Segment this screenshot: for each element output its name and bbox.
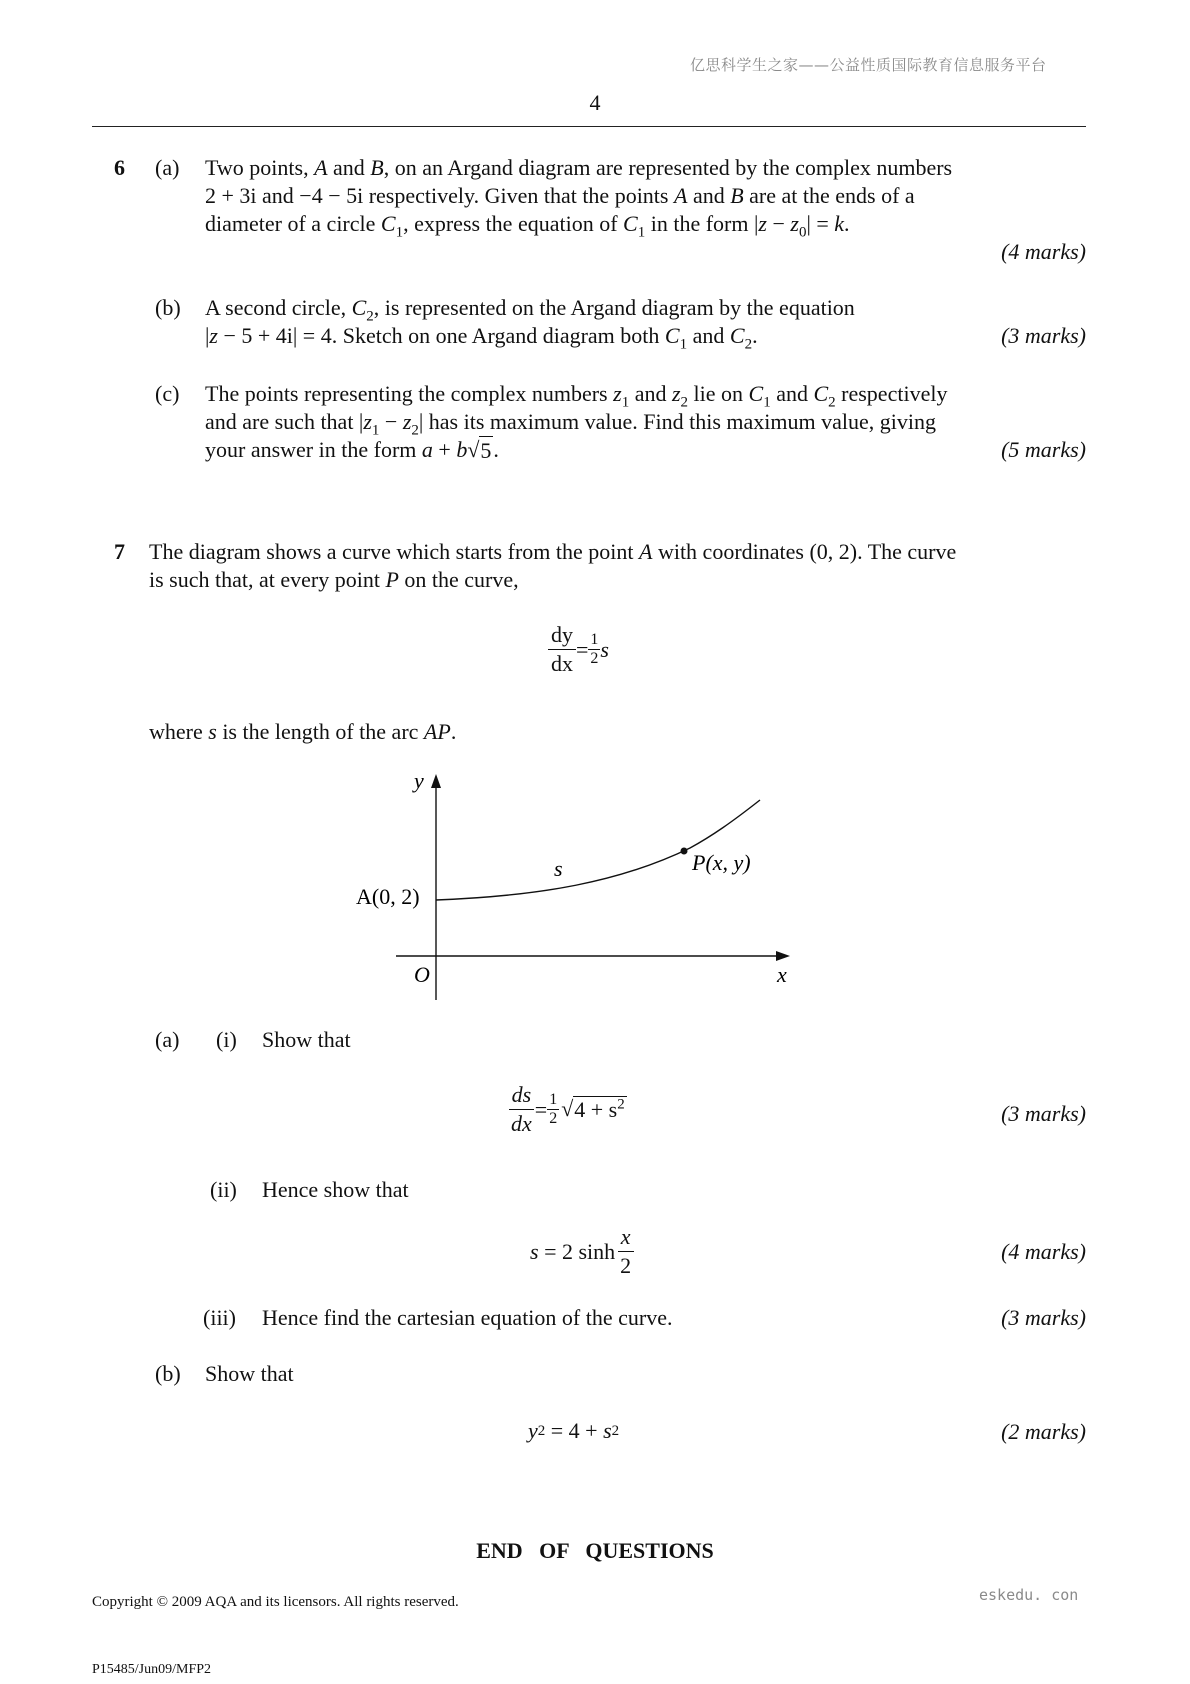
y-axis-arrow (431, 774, 441, 788)
curve-diagram (340, 760, 820, 1010)
q7aiii-text: Hence find the cartesian equation of the curve. (262, 1305, 673, 1330)
end-of-questions: END OF QUESTIONS (476, 1538, 714, 1563)
page-number: 4 (589, 90, 601, 115)
q6c-marks: (5 marks) (1001, 437, 1086, 462)
site-watermark: 亿思科学生之家——公益性质国际教育信息服务平台 (690, 56, 1047, 74)
q7ai-label: (i) (216, 1027, 237, 1052)
equation-y-squared: y 2 = 4 + s 2 (528, 1418, 620, 1443)
q7aii-text: Hence show that (262, 1177, 409, 1202)
q7-where-line: where s is the length of the arc AP. (149, 719, 457, 744)
q7b-text: Show that (205, 1361, 294, 1386)
point-p-label: P(x, y) (692, 850, 751, 875)
q7aii-marks: (4 marks) (1001, 1239, 1086, 1264)
eskedu-watermark: eskedu. con (979, 1586, 1079, 1604)
q7-line-1: The diagram shows a curve which starts from the point A with coordinates (0, 2). The curve (149, 539, 957, 564)
q6a-marks: (4 marks) (1001, 239, 1086, 264)
question-6-number: 6 (114, 155, 125, 180)
q6c-line-1: The points representing the complex numbers $z_1$ and $z_2$ lie on $C_1$ and $C_2$ respectively (205, 381, 948, 411)
copyright-notice: Copyright © 2009 AQA and its licensors. All rights reserved. (92, 1594, 459, 1610)
q7ai-text: Show that (262, 1027, 351, 1052)
question-7-number: 7 (114, 539, 125, 564)
q6b-line-1: A second circle, $C_2$, is represented on the Argand diagram by the equation (205, 295, 855, 325)
q7ai-marks: (3 marks) (1001, 1101, 1086, 1126)
q6b-line-2: |z − 5 + 4i| = 4. Sketch on one Argand diagram both $C_1$ and $C_2$. (205, 323, 758, 353)
equation-s-sinh: s = 2 sinh $\frac{x}{2}$ (530, 1226, 634, 1277)
arc-label: s (554, 856, 563, 881)
equation-ds-dx: $\frac{ds}{dx}$ = $\frac{1}{2}$ √ $4 + s^2$ (508, 1084, 627, 1135)
q6c-line-2: and are such that $|z_1 - z_2|$ has its maximum value. Find this maximum value, giving (205, 409, 936, 439)
x-axis-label: x (777, 962, 787, 987)
point-p (681, 848, 688, 855)
q6a-line-2: 2 + 3i and −4 − 5i respectively. Given that the points A and B are at the ends of a (205, 183, 915, 208)
sqrt-five: √ 5 (467, 437, 492, 463)
q6c-label: (c) (155, 381, 180, 406)
q7a-label: (a) (155, 1027, 180, 1052)
q6b-marks: (3 marks) (1001, 323, 1086, 348)
q7aiii-label: (iii) (203, 1305, 236, 1330)
q6a-label: (a) (155, 155, 180, 180)
q6a-line-1: Two points, A and B, on an Argand diagram are represented by the complex numbers (205, 155, 953, 180)
paper-reference: P15485/Jun09/MFP2 (92, 1662, 212, 1677)
q6c-line-3: your answer in the form a + b√ 5 . (205, 437, 499, 463)
x-axis-arrow (776, 951, 790, 961)
q6b-label: (b) (155, 295, 181, 320)
q6a-line-3: diameter of a circle $C_1$, express the equation of $C_1$ in the form $|z - z_0| = k$. (205, 211, 850, 241)
q7b-marks: (2 marks) (1001, 1419, 1086, 1444)
point-a-label: A(0, 2) (356, 884, 420, 909)
q7-line-2: is such that, at every point P on the curve, (149, 567, 519, 592)
origin-label: O (414, 962, 430, 987)
equation-dy-dx: $\frac{dy}{dx}$ = $\frac{1}{2}$ s (548, 624, 609, 675)
q7aiii-marks: (3 marks) (1001, 1305, 1086, 1330)
q7aii-label: (ii) (210, 1177, 237, 1202)
header-rule (92, 126, 1086, 127)
y-axis-label: y (414, 768, 424, 793)
q7b-label: (b) (155, 1361, 181, 1386)
